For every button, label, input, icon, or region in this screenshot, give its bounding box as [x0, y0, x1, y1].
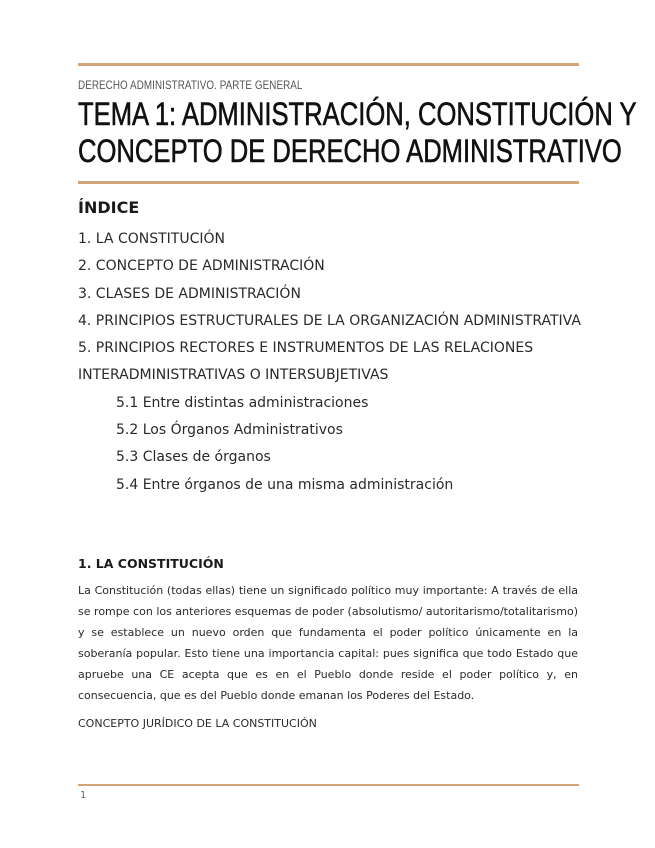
toc-subitem-5-4[interactable]: 5.4 Entre órganos de una misma administración: [116, 476, 454, 493]
toc-item-1[interactable]: 1. LA CONSTITUCIÓN: [78, 231, 225, 247]
toc-item-3[interactable]: 3. CLASES DE ADMINISTRACIÓN: [78, 285, 301, 302]
toc-subitem-5-2[interactable]: 5.2 Los Órganos Administrativos: [116, 422, 343, 439]
running-header: DERECHO ADMINISTRATIVO. PARTE GENERAL: [78, 78, 303, 92]
page-number: 1: [80, 790, 87, 801]
document-title: [78, 96, 637, 170]
footer-divider: [78, 784, 579, 786]
index-heading: ÍNDICE: [78, 198, 140, 217]
document-title-line-2: CONCEPTO DE DERECHO ADMINISTRATIVO: [78, 133, 622, 169]
section-paragraph: La Constitución (todas ellas) tiene un significado político muy importante: A través de ella se rompe con los anteriores esquemas de poder (absolutismo/ autoritarismo/totalitarismo) y se establece un nuevo orden que fundamenta el poder político únicamente en la soberanía popular. Esto tiene una importancia capital: pues significa que todo Estado que apruebe una CE acepta que es en el Pueblo donde reside el poder político y, en consecuencia, que es del Pueblo donde emanan los Poderes del Estado.: [78, 584, 578, 702]
toc-subitem-5-1[interactable]: 5.1 Entre distintas administraciones: [116, 394, 369, 411]
section-subheading: CONCEPTO JURÍDICO DE LA CONSTITUCIÓN: [78, 717, 317, 730]
top-divider: [78, 63, 579, 66]
toc-item-2[interactable]: 2. CONCEPTO DE ADMINISTRACIÓN: [78, 258, 325, 275]
document-title-line-1: TEMA 1: ADMINISTRACIÓN, CONSTITUCIÓN Y: [78, 96, 637, 132]
title-divider: [78, 181, 579, 184]
table-of-contents: [78, 226, 598, 499]
toc-subitem-5-3[interactable]: 5.3 Clases de órganos: [116, 449, 271, 466]
toc-item-5[interactable]: 5. PRINCIPIOS RECTORES E INSTRUMENTOS DE LAS RELACIONES INTERADMINISTRATIVAS O INTERSUBJETIVAS: [78, 340, 534, 384]
toc-item-4[interactable]: 4. PRINCIPIOS ESTRUCTURALES DE LA ORGANIZACIÓN ADMINISTRATIVA: [78, 312, 581, 329]
section-heading: 1. LA CONSTITUCIÓN: [78, 556, 224, 571]
